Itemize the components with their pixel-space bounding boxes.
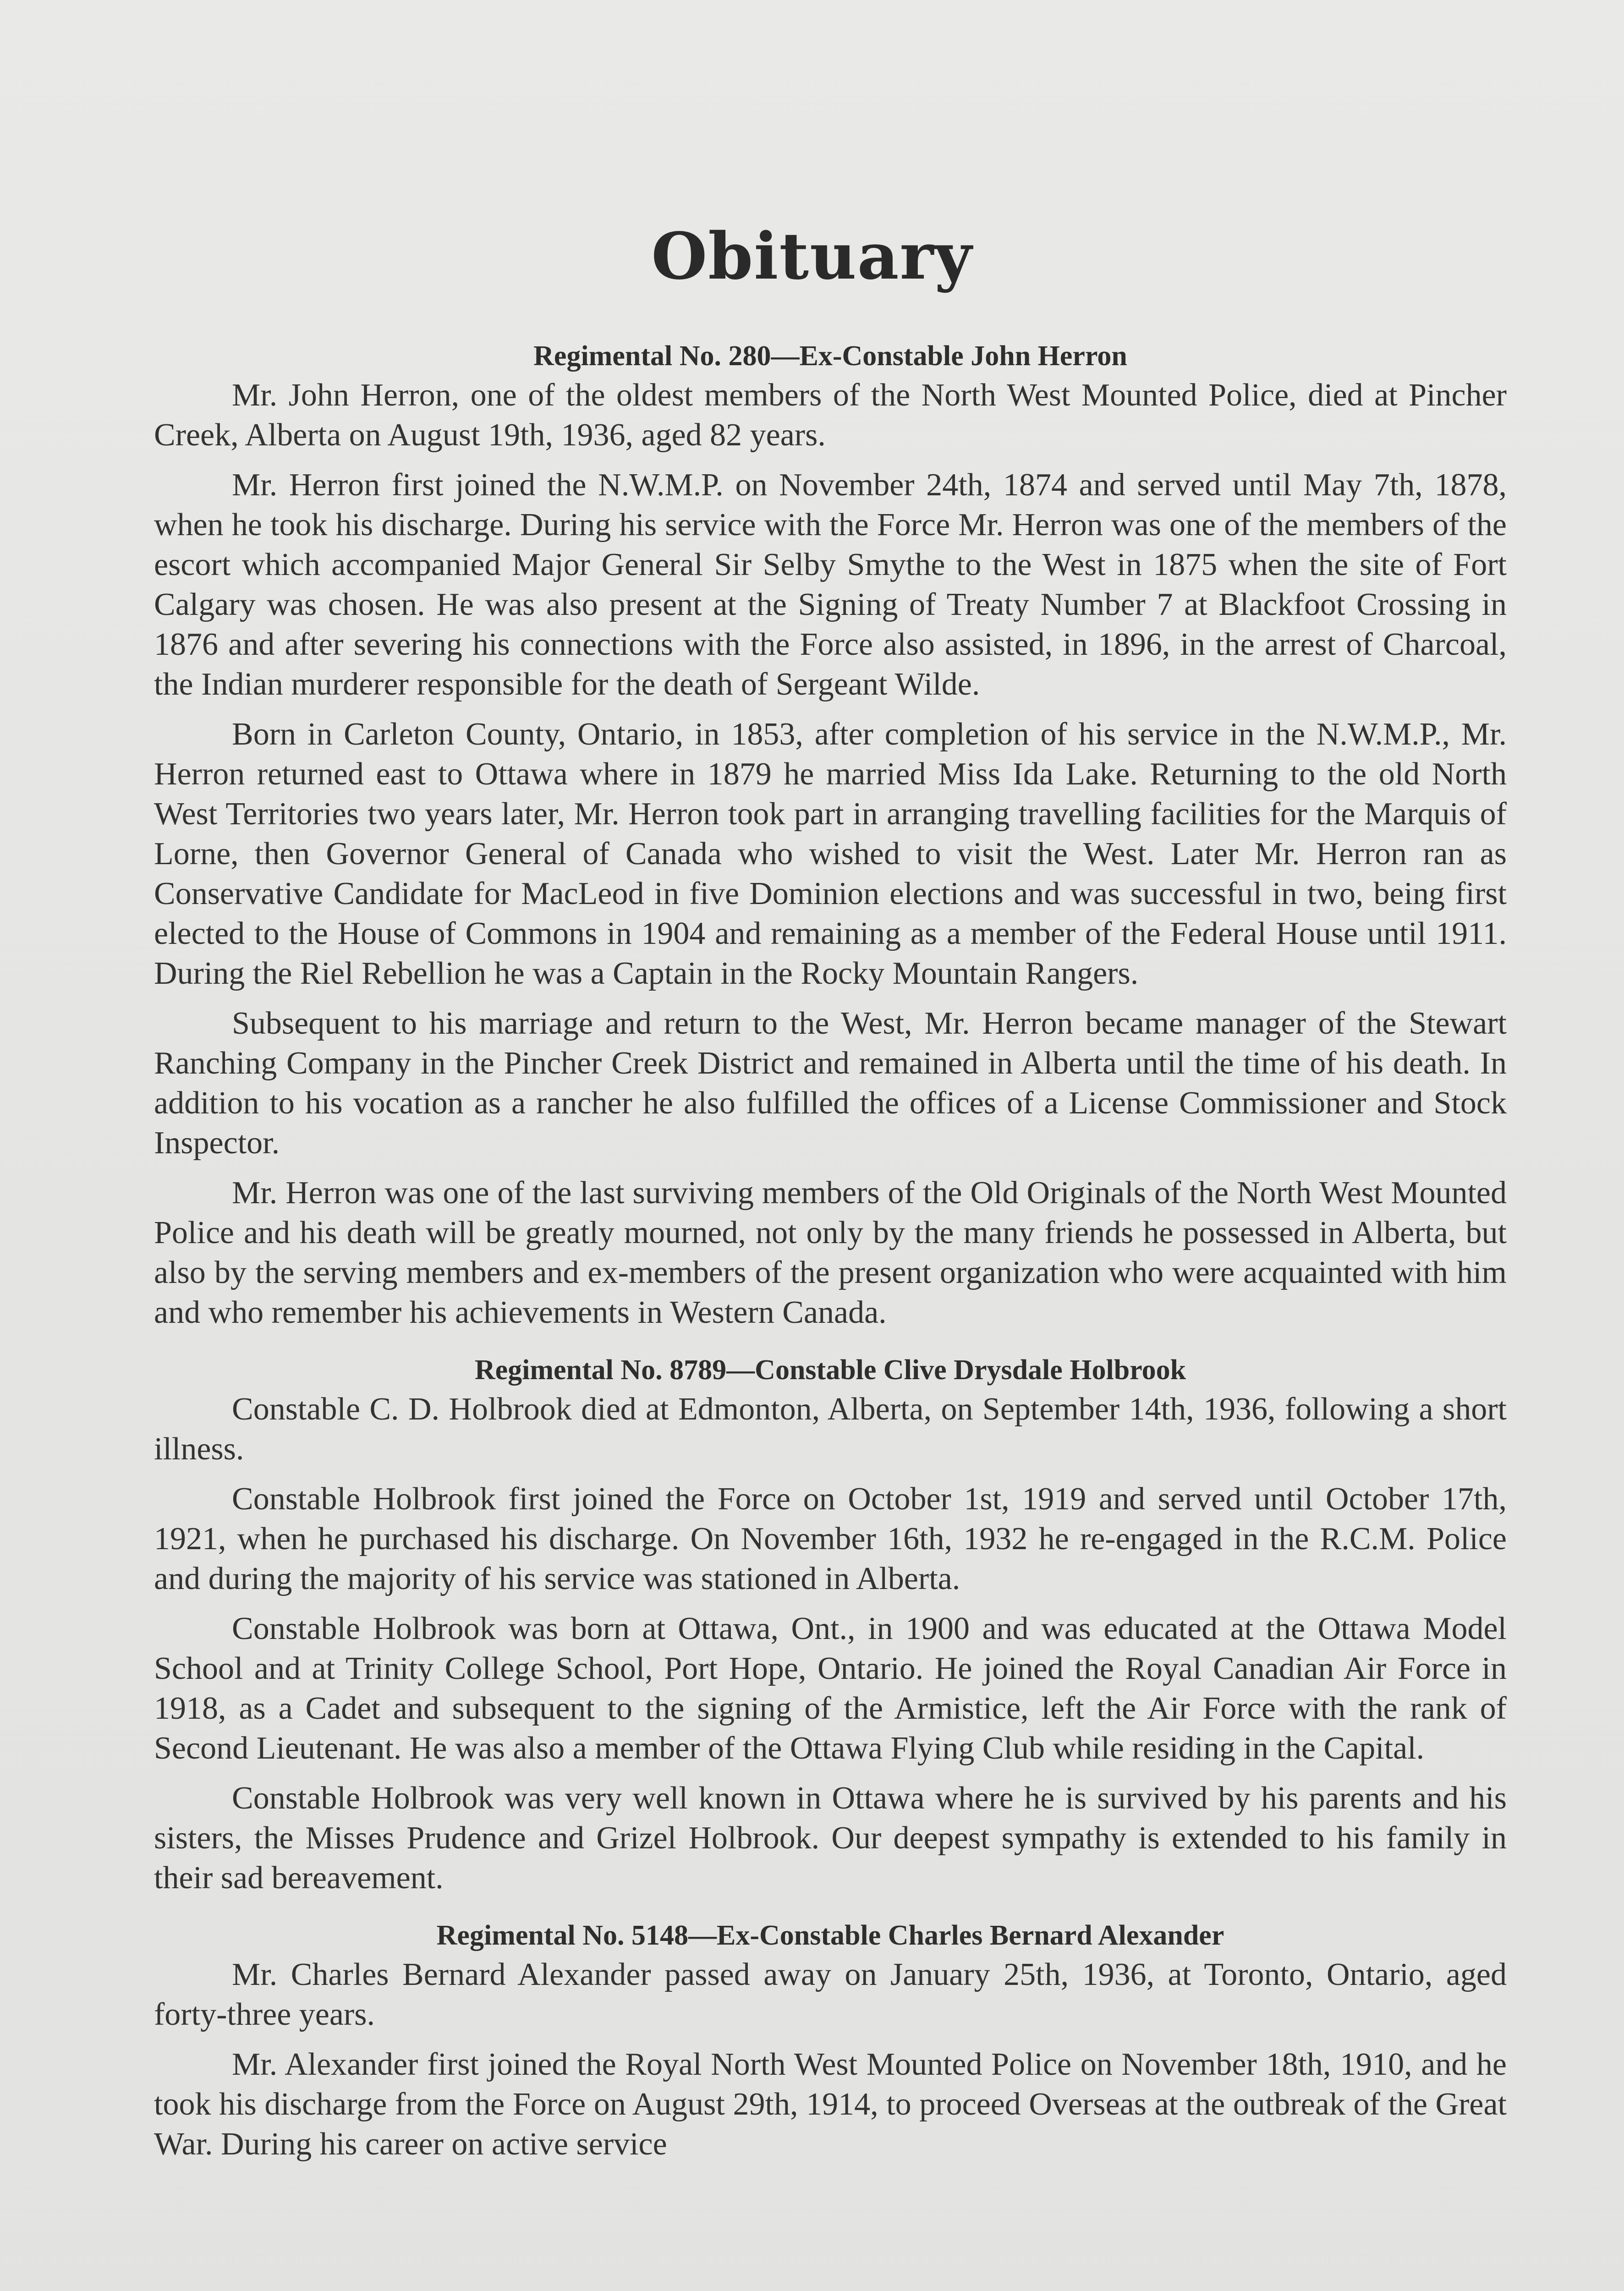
entry-heading: Regimental No. 5148—Ex-Constable Charles Bernard Alexander [436,1920,1224,1951]
page-title: Obituary [651,219,973,294]
entry-paragraph: Constable Holbrook was very well known in Ottawa where he is survived by his parents and his sisters, the Misses Prudence and Grizel Holbrook. Our deepest sympathy is extended to his family in their sad bereavement. [154,1781,1507,1896]
entry-paragraph: Mr. Alexander first joined the Royal North West Mounted Police on November 18th, 1910, and he took his discharge from the Force on August 29th, 1914, to proceed Overseas at the outbreak of the Great War. During his career on active service [154,2047,1507,2162]
obituary-entry-alexander [154,1916,1507,2164]
entry-paragraph: Mr. John Herron, one of the oldest members of the North West Mounted Police, died at Pincher Creek, Alberta on August 19th, 1936, aged 82 years. [154,378,1507,453]
obituary-entry-holbrook [154,1351,1507,1898]
obituary-entry-herron [154,337,1507,1332]
entry-paragraph: Mr. Herron first joined the N.W.M.P. on November 24th, 1874 and served until May 7th, 1878, when he took his discharge. During his service with the Force Mr. Herron was one of the members of the escort which accompanied Major General Sir Selby Smythe to the West in 1875 when the site of Fort Calgary was chosen. He was also present at the Signing of Treaty Number 7 at Blackfoot Crossing in 1876 and after severing his connections with the Force also assisted, in 1896, in the arrest of Charcoal, the Indian murderer responsible for the death of Sergeant Wilde. [154,467,1507,702]
entry-paragraph: Subsequent to his marriage and return to the West, Mr. Herron became manager of the Stewart Ranching Company in the Pincher Creek District and remained in Alberta until the time of his death. In addition to his vocation as a rancher he also fulfilled the offices of a License Commissioner and Stock Inspector. [154,1006,1507,1161]
entry-heading: Regimental No. 280—Ex-Constable John Herron [533,340,1127,372]
entry-paragraph: Constable Holbrook was born at Ottawa, Ont., in 1900 and was educated at the Ottawa Model School and at Trinity College School, Port Hope, Ontario. He joined the Royal Canadian Air Force in 1918, as a Cadet and subsequent to the signing of the Armistice, left the Air Force with the rank of Second Lieutenant. He was also a member of the Ottawa Flying Club while residing in the Capital. [154,1611,1507,1766]
obituary-content [154,337,1507,2174]
entry-paragraph: Constable C. D. Holbrook died at Edmonton, Alberta, on September 14th, 1936, following a short illness. [154,1392,1507,1467]
entry-paragraph: Mr. Charles Bernard Alexander passed away on January 25th, 1936, at Toronto, Ontario, aged forty-three years. [154,1957,1507,2032]
entry-heading: Regimental No. 8789—Constable Clive Drysdale Holbrook [474,1354,1186,1386]
entry-paragraph: Born in Carleton County, Ontario, in 1853, after completion of his service in the N.W.M.P., Mr. Herron returned east to Ottawa where in 1879 he married Miss Ida Lake. Returning to the old North West Territories two years later, Mr. Herron took part in arranging travelling facilities for the Marquis of Lorne, then Governor General of Canada who wished to visit the West. Later Mr. Herron ran as Conservative Candidate for MacLeod in five Dominion elections and was successful in two, being first elected to the House of Commons in 1904 and remaining as a member of the Federal House until 1911. During the Riel Rebellion he was a Captain in the Rocky Mountain Rangers. [154,717,1507,991]
entry-paragraph: Mr. Herron was one of the last surviving members of the Old Originals of the North West Mounted Police and his death will be greatly mourned, not only by the many friends he possessed in Alberta, but also by the serving members and ex-members of the present organization who were acquainted with him and who remember his achievements in Western Canada. [154,1175,1507,1330]
entry-paragraph: Constable Holbrook first joined the Force on October 1st, 1919 and served until October 17th, 1921, when he purchased his discharge. On November 16th, 1932 he re-engaged in the R.C.M. Police and during the majority of his service was stationed in Alberta. [154,1481,1507,1596]
